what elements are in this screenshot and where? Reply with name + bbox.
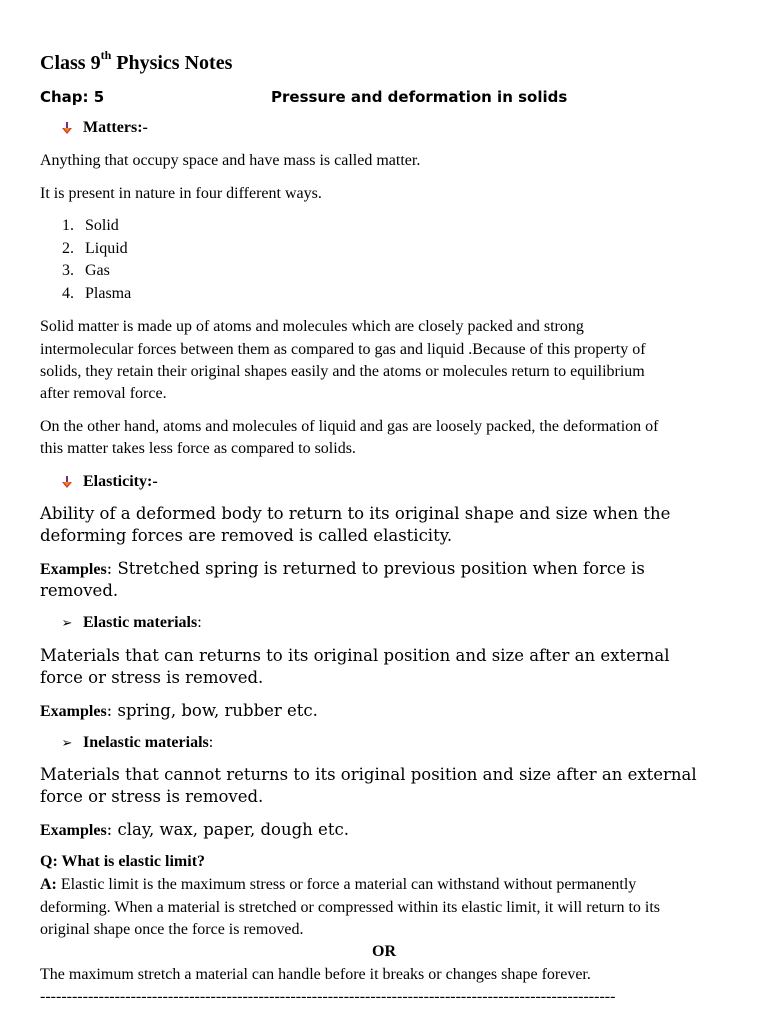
down-arrow-bullet-icon — [60, 475, 74, 489]
page-title: Class 9th Physics Notes — [40, 48, 233, 74]
elastic-examples: Examples: spring, bow, rubber etc. — [40, 701, 318, 720]
question: Q: What is elastic limit? — [40, 853, 206, 870]
answer-line: deforming. When a material is stretched or compressed within its elastic limit, it will return to its — [40, 899, 661, 916]
list-item: 4. Plasma — [62, 284, 132, 302]
or-separator: OR — [372, 943, 396, 960]
liquid-paragraph-line: this matter takes less force as compared to solids. — [40, 440, 356, 457]
elastic-materials-heading: ➢ Elastic materials: — [61, 614, 202, 631]
divider-line: ------------------------------------------------------------------------------------------------------------ — [40, 988, 616, 1005]
elastic-definition-line: Materials that can returns to its original position and size after an external — [40, 646, 670, 665]
list-item: 3. Gas — [62, 262, 110, 279]
alt-answer: The maximum stretch a material can handle before it breaks or changes shape forever. — [40, 966, 591, 983]
elasticity-heading: Elasticity:- — [60, 473, 158, 491]
solid-paragraph-line: Solid matter is made up of atoms and molecules which are closely packed and strong — [40, 318, 584, 335]
inelastic-examples: Examples: clay, wax, paper, dough etc. — [40, 820, 349, 839]
answer-line: A: Elastic limit is the maximum stress or force a material can withstand without permanently — [40, 876, 637, 893]
liquid-paragraph-line: On the other hand, atoms and molecules of liquid and gas are loosely packed, the deformation of — [40, 418, 659, 435]
arrowhead-bullet-icon: ➢ — [61, 735, 73, 751]
inelastic-definition-line: force or stress is removed. — [40, 787, 264, 806]
elasticity-examples: Examples: Stretched spring is returned to previous position when force is — [40, 559, 645, 578]
inelastic-definition-line: Materials that cannot returns to its original position and size after an external — [40, 765, 697, 784]
chapter-title: Pressure and deformation in solids — [271, 88, 568, 106]
down-arrow-bullet-icon — [60, 121, 74, 135]
chapter-number: Chap: 5 — [40, 88, 105, 106]
states-of-matter-list — [40, 215, 131, 305]
inelastic-materials-heading: ➢ Inelastic materials: — [61, 734, 214, 751]
solid-paragraph-line: after removal force. — [40, 385, 167, 402]
arrowhead-bullet-icon: ➢ — [61, 615, 73, 631]
matters-heading: Matters:- — [60, 119, 148, 137]
matter-definition: Anything that occupy space and have mass is called matter. — [40, 152, 421, 169]
elasticity-examples-cont: removed. — [40, 581, 119, 600]
list-item: 1. Solid — [62, 217, 119, 234]
elasticity-definition-line: deforming forces are removed is called elasticity. — [40, 526, 453, 545]
solid-paragraph-line: solids, they retain their original shapes easily and the atoms or molecules return to equilibrium — [40, 363, 645, 380]
elasticity-definition-line: Ability of a deformed body to return to its original shape and size when the — [40, 504, 671, 523]
answer-line: original shape once the force is removed. — [40, 921, 304, 938]
solid-paragraph-line: intermolecular forces between them as compared to gas and liquid .Because of this property of — [40, 341, 646, 358]
list-item: 2. Liquid — [62, 239, 128, 257]
matter-intro: It is present in nature in four different ways. — [40, 185, 322, 202]
elastic-definition-line: force or stress is removed. — [40, 668, 264, 687]
